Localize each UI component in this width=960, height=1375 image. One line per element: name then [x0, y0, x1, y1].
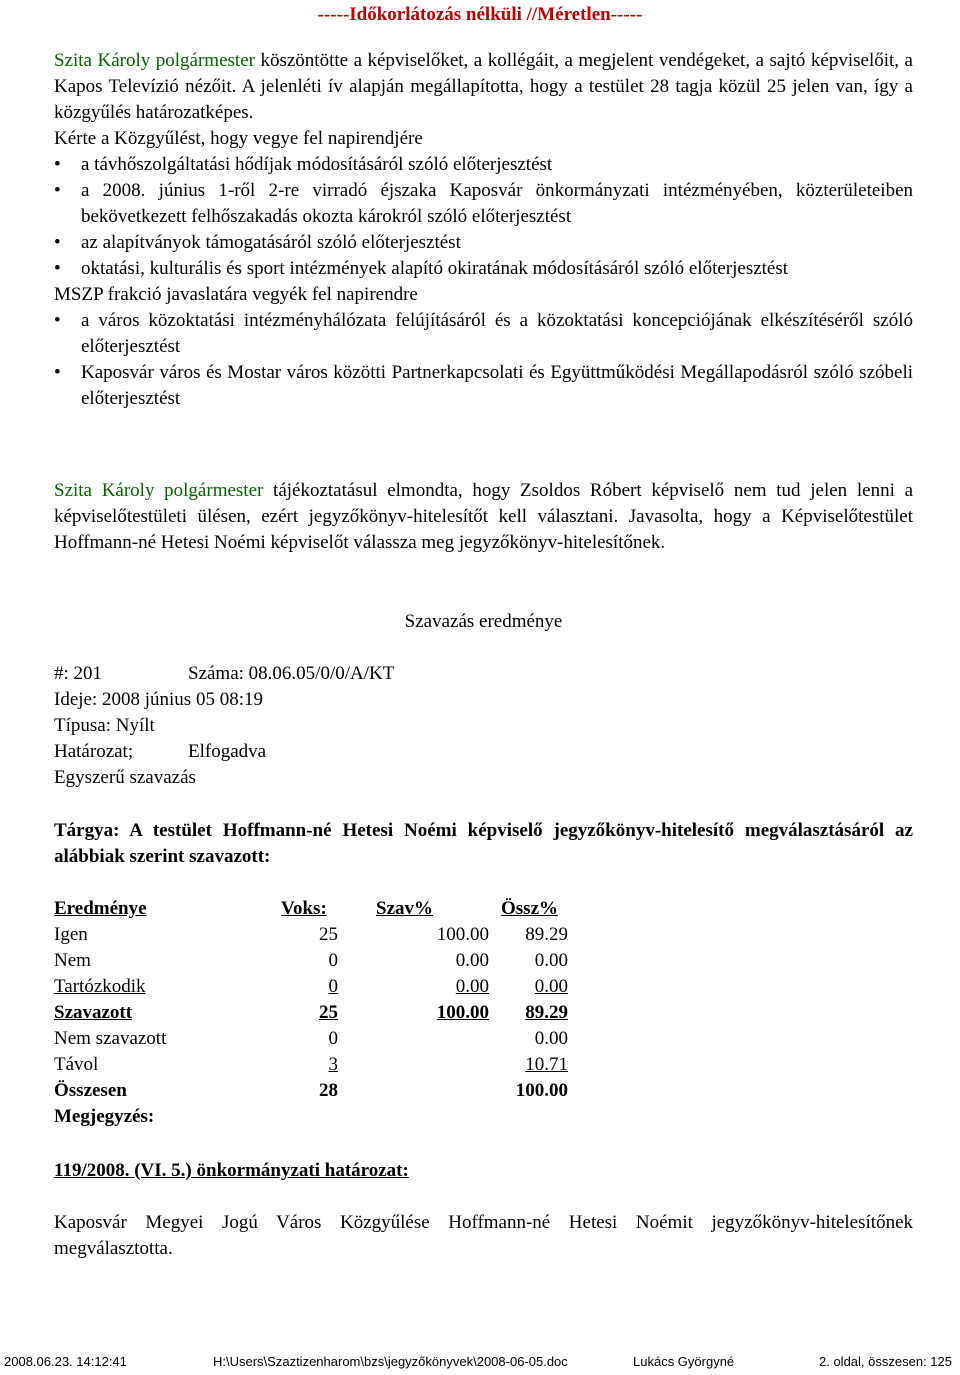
footer-file-path: H:\Users\Szaztizenharom\bzs\jegyzőkönyvek\2008-06-05.doc	[213, 1354, 568, 1369]
intro-paragraph	[54, 48, 913, 126]
table-cell	[338, 1052, 489, 1078]
list-item: • oktatási, kulturális és sport intézmények alapító okiratának módosításáról szóló előterjesztést	[54, 256, 913, 282]
table-cell: 100.00	[436, 924, 489, 945]
vote-details	[54, 661, 913, 791]
table-row	[54, 922, 568, 948]
page-footer	[0, 1352, 960, 1372]
vote-results-table	[54, 896, 568, 1130]
resolution-title-text: 119/2008. (VI. 5.) önkormányzati határozat:	[54, 1160, 409, 1181]
vote-mode: Egyszerű szavazás	[54, 767, 196, 788]
table-cell: 25	[319, 1002, 338, 1023]
table-cell: 0.00	[455, 976, 489, 997]
table-cell: Szavazott	[54, 1002, 133, 1023]
table-cell: 0	[328, 976, 338, 997]
info-paragraph	[54, 478, 913, 556]
agenda-list	[54, 152, 913, 282]
table-cell: 89.29	[525, 1002, 568, 1023]
table-cell	[338, 1026, 489, 1052]
table-cell: 100.00	[515, 1080, 568, 1101]
table-row	[54, 1000, 568, 1026]
agenda-request: Kérte a Közgyűlést, hogy vegye fel napirendjére	[54, 128, 423, 149]
vote-heading: Szavazás eredménye	[404, 611, 563, 632]
table-cell: Távol	[54, 1054, 99, 1075]
column-header: Voks:	[281, 898, 327, 919]
table-row	[54, 1026, 568, 1052]
footer-datetime: 2008.06.23. 14:12:41	[4, 1354, 127, 1369]
column-header: Össz%	[501, 898, 558, 919]
table-cell: 0	[328, 950, 338, 971]
resolution-title	[54, 1158, 913, 1184]
table-row	[54, 948, 568, 974]
speaker-name: Szita Károly polgármester	[54, 480, 264, 501]
table-cell: Nem szavazott	[54, 1028, 167, 1049]
list-item: • a távhőszolgáltatási hődíjak módosításáról szóló előterjesztést	[54, 152, 913, 178]
footer-author: Lukács Györgyné	[633, 1354, 735, 1369]
table-header-row	[54, 896, 568, 922]
vote-decision-value: Elfogadva	[188, 741, 267, 762]
speaker-name: Szita Károly polgármester	[54, 50, 255, 71]
table-cell	[338, 1078, 489, 1104]
mszp-agenda-list	[54, 308, 913, 412]
table-cell: 25	[319, 924, 338, 945]
vote-number: #: 201	[54, 663, 103, 684]
table-cell: 28	[319, 1080, 338, 1101]
list-item: • a város közoktatási intézményhálózata felújításáról és a közoktatási koncepciójának elkészítéséről szóló előterjesztést	[54, 308, 913, 360]
table-cell: 10.71	[525, 1054, 568, 1075]
table-cell: 3	[328, 1054, 338, 1075]
table-cell: Összesen	[54, 1080, 127, 1101]
table-row	[54, 974, 568, 1000]
vote-number-line	[54, 661, 913, 687]
table-cell: Tartózkodik	[54, 976, 146, 997]
resolution-text: Kaposvár Megyei Jogú Város Közgyűlése Hoffmann-né Hetesi Noémit jegyzőkönyv-hitelesítőnek megválasztotta.	[54, 1212, 913, 1259]
table-cell: Nem	[54, 950, 91, 971]
vote-decision-line	[54, 739, 913, 765]
table-row	[54, 1052, 568, 1078]
table-cell: 89.29	[525, 924, 568, 945]
table-cell: Igen	[54, 924, 88, 945]
vote-code: Száma: 08.06.05/0/0/A/KT	[188, 663, 395, 684]
intro-text: köszöntötte a képviselőket, a kollégáit, a megjelent vendégeket, a sajtó képviselőit, a Kapos Televízió nézőit. A jelenléti ív alapján megállapította, hogy a testület 28 tagja közül 25 jelen van, így a közgyűlés határozatképes.	[54, 50, 913, 123]
table-cell: 100.00	[436, 1002, 489, 1023]
info-section	[54, 478, 913, 556]
list-item: • a 2008. június 1-ről 2-re virradó éjszaka Kaposvár önkormányzati intézményében, közterületeiben bekövetkezett felhőszakadás okozta károkról szóló előterjesztést	[54, 178, 913, 230]
vote-subject: Tárgya: A testület Hoffmann-né Hetesi Noémi képviselő jegyzőkönyv-hitelesítő megválasztásáról az alábbiak szerint szavazott:	[54, 820, 913, 867]
document-header-title: -----Időkorlátozás nélküli //Méretlen-----	[317, 4, 643, 25]
list-item: • Kaposvár város és Mostar város közötti Partnerkapcsolati és Együttműködési Megállapodásról szóló szóbeli előterjesztést	[54, 360, 913, 412]
column-header: Szav%	[376, 898, 433, 919]
table-cell: 0.00	[534, 976, 568, 997]
vote-type: Típusa: Nyílt	[54, 715, 155, 736]
table-cell: 0.00	[455, 950, 489, 971]
footer-page-number: 2. oldal, összesen: 125	[819, 1354, 952, 1369]
vote-note: Megjegyzés:	[54, 1106, 155, 1127]
info-text: tájékoztatásul elmondta, hogy Zsoldos Róbert képviselő nem tud jelen lenni a képviselőtestületi ülésen, ezért jegyzőkönyv-hitelesítőt kell választani. Javasolta, hogy a Képviselőtestület Hoffmann-né Hetesi Noémi képviselőt válassza meg jegyzőkönyv-hitelesítőnek.	[54, 480, 913, 553]
table-row	[54, 1078, 568, 1104]
vote-time: Ideje: 2008 június 05 08:19	[54, 689, 263, 710]
mszp-request: MSZP frakció javaslatára vegyék fel napirendre	[54, 284, 418, 305]
table-cell: 0	[328, 1028, 338, 1049]
vote-decision-label: Határozat;	[54, 741, 134, 762]
table-cell: 0.00	[534, 1028, 568, 1049]
list-item: • az alapítványok támogatásáról szóló előterjesztést	[54, 230, 913, 256]
table-cell: 0.00	[534, 950, 568, 971]
column-header: Eredménye	[54, 898, 147, 919]
intro-section	[54, 48, 913, 412]
table-row	[54, 1104, 568, 1130]
